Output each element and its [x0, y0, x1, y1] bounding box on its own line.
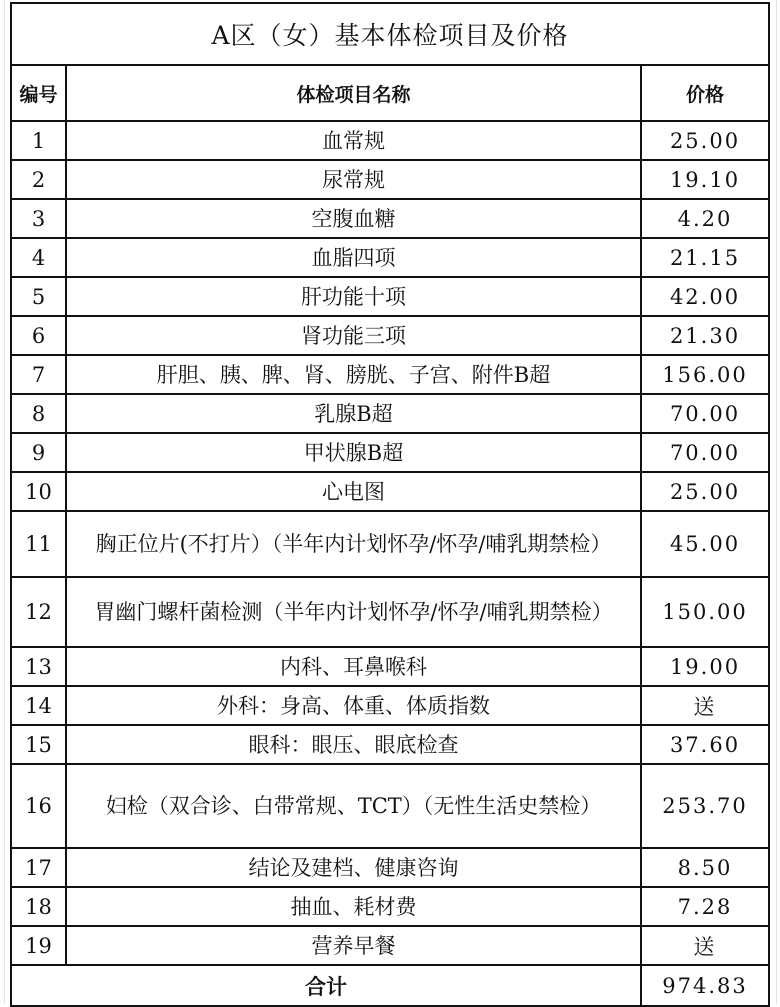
table-row	[11, 926, 769, 965]
row-number: 19	[11, 926, 66, 965]
row-item-name: 血常规	[66, 121, 641, 160]
row-number: 6	[11, 316, 66, 355]
row-item-name: 肝胆、胰、脾、肾、膀胱、子宫、附件B超	[66, 355, 641, 394]
row-price: 21.30	[641, 316, 769, 355]
header-price: 价格	[641, 65, 769, 121]
row-number: 1	[11, 121, 66, 160]
row-item-name: 心电图	[66, 472, 641, 511]
row-number: 2	[11, 160, 66, 199]
table-title: A区（女）基本体检项目及价格	[11, 3, 769, 65]
row-price: 156.00	[641, 355, 769, 394]
table-row	[11, 577, 769, 647]
table-row	[11, 316, 769, 355]
table-row	[11, 686, 769, 725]
row-number: 13	[11, 647, 66, 686]
row-number: 16	[11, 764, 66, 848]
row-item-name: 血脂四项	[66, 238, 641, 277]
row-price: 42.00	[641, 277, 769, 316]
row-number: 5	[11, 277, 66, 316]
row-number: 14	[11, 686, 66, 725]
row-number: 12	[11, 577, 66, 647]
header-item-name: 体检项目名称	[66, 65, 641, 121]
sheet-gridline	[776, 0, 777, 1004]
row-price: 70.00	[641, 394, 769, 433]
row-item-name: 眼科：眼压、眼底检查	[66, 725, 641, 764]
row-number: 11	[11, 511, 66, 577]
row-item-name: 空腹血糖	[66, 199, 641, 238]
header-number: 编号	[11, 65, 66, 121]
row-item-name: 胃幽门螺杆菌检测（半年内计划怀孕/怀孕/哺乳期禁检）	[66, 577, 641, 647]
row-number: 15	[11, 725, 66, 764]
row-item-name: 妇检（双合诊、白带常规、TCT）（无性生活史禁检）	[66, 764, 641, 848]
sheet-gridline	[4, 0, 5, 1004]
row-price: 45.00	[641, 511, 769, 577]
row-price: 70.00	[641, 433, 769, 472]
table-row	[11, 277, 769, 316]
row-number: 10	[11, 472, 66, 511]
row-number: 9	[11, 433, 66, 472]
row-number: 18	[11, 887, 66, 926]
row-item-name: 营养早餐	[66, 926, 641, 965]
row-item-name: 内科、耳鼻喉科	[66, 647, 641, 686]
table-row	[11, 160, 769, 199]
row-number: 4	[11, 238, 66, 277]
total-label: 合计	[11, 965, 641, 1006]
row-number: 17	[11, 848, 66, 887]
row-price: 8.50	[641, 848, 769, 887]
row-price: 送	[641, 686, 769, 725]
row-price: 送	[641, 926, 769, 965]
table-row	[11, 238, 769, 277]
row-number: 3	[11, 199, 66, 238]
row-item-name: 结论及建档、健康咨询	[66, 848, 641, 887]
row-price: 25.00	[641, 472, 769, 511]
row-item-name: 肝功能十项	[66, 277, 641, 316]
table-row	[11, 848, 769, 887]
price-table	[10, 2, 770, 1007]
row-item-name: 外科：身高、体重、体质指数	[66, 686, 641, 725]
table-row	[11, 887, 769, 926]
table-row	[11, 121, 769, 160]
row-item-name: 甲状腺B超	[66, 433, 641, 472]
table-row	[11, 511, 769, 577]
row-item-name: 尿常规	[66, 160, 641, 199]
table-row	[11, 199, 769, 238]
row-price: 253.70	[641, 764, 769, 848]
row-item-name: 胸正位片(不打片）（半年内计划怀孕/怀孕/哺乳期禁检）	[66, 511, 641, 577]
table-row	[11, 725, 769, 764]
row-price: 7.28	[641, 887, 769, 926]
table-row	[11, 764, 769, 848]
row-price: 37.60	[641, 725, 769, 764]
table-row	[11, 394, 769, 433]
row-number: 7	[11, 355, 66, 394]
row-item-name: 乳腺B超	[66, 394, 641, 433]
row-item-name: 肾功能三项	[66, 316, 641, 355]
row-price: 19.10	[641, 160, 769, 199]
total-value: 974.83	[641, 965, 769, 1006]
table-row	[11, 472, 769, 511]
table-row	[11, 647, 769, 686]
row-item-name: 抽血、耗材费	[66, 887, 641, 926]
table-row	[11, 355, 769, 394]
row-price: 19.00	[641, 647, 769, 686]
row-price: 21.15	[641, 238, 769, 277]
table-row	[11, 433, 769, 472]
row-price: 4.20	[641, 199, 769, 238]
row-price: 25.00	[641, 121, 769, 160]
row-price: 150.00	[641, 577, 769, 647]
row-number: 8	[11, 394, 66, 433]
